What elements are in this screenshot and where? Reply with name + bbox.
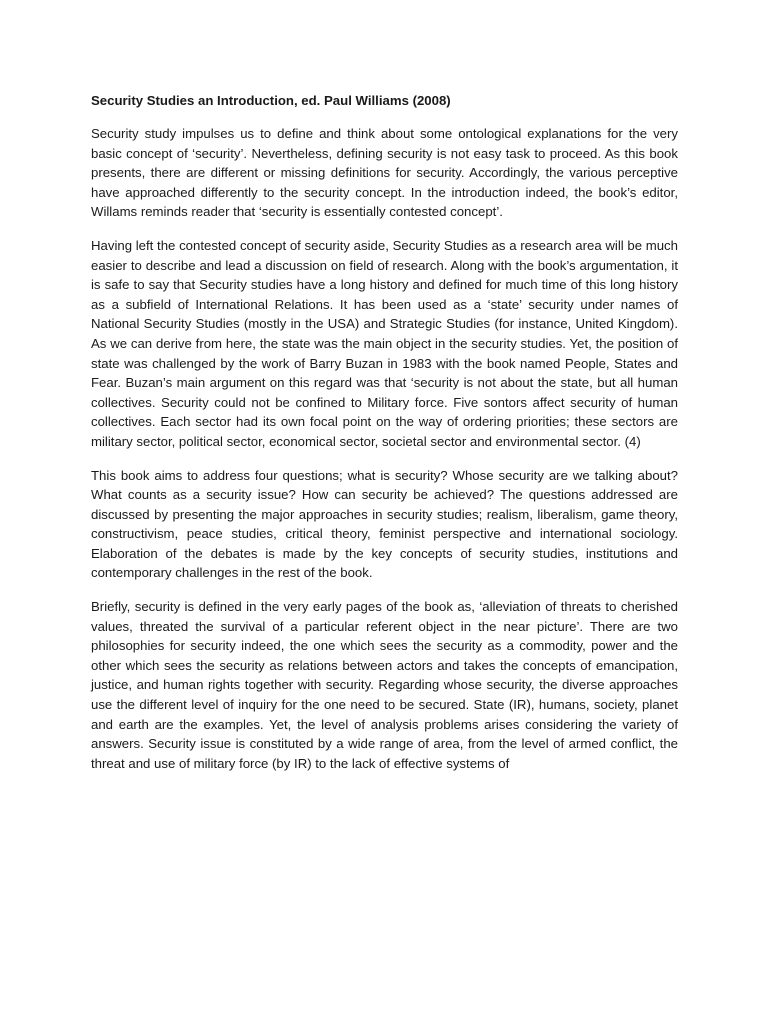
paragraph-4: Briefly, security is defined in the very early pages of the book as, ‘alleviation of threats to cherished values, threated the survival of a particular referent object in the near picture’. There are two philosophies for security indeed, the one which sees the security as a commodity, power and the other which sees the security as relations between actors and takes the concepts of emancipation, justice, and human rights together with security. Regarding whose security, the diverse approaches use the different level of inquiry for the one need to be secured. State (IR), humans, society, planet and earth are the examples. Yet, the level of analysis problems arises considering the variety of answers. Security issue is constituted by a wide range of area, from the level of armed conflict, the threat and use of military force (by IR) to the lack of effective systems of [91,599,678,771]
document-page [91,91,678,787]
paragraph-2: Having left the contested concept of security aside, Security Studies as a research area will be much easier to describe and lead a discussion on field of research. Along with the book’s argumentation, it is safe to say that Security studies have a long history and defined for much time of this long history as a subfield of International Relations. It has been used as a ‘state’ security under names of National Security Studies (mostly in the USA) and Strategic Studies (for instance, United Kingdom). As we can derive from here, the state was the main object in the security studies. Yet, the position of state was challenged by the work of Barry Buzan in 1983 with the book named People, States and Fear. Buzan’s main argument on this regard was that ‘security is not about the state, but all human collectives. Security could not be confined to Military force. Five sontors affect security of human collectives. Each sector had its own focal point on the way of ordering priorities; these sectors are military sector, political sector, economical sector, societal sector and environmental sector. (4) [91,237,678,449]
paragraph-3: This book aims to address four questions; what is security? Whose security are we talking about? What counts as a security issue? How can security be achieved? The questions addressed are discussed by presenting the major approaches in security studies; realism, liberalism, game theory, constructivism, peace studies, critical theory, feminist perspective and international sociology. Elaboration of the debates is made by the key concepts of security studies, institutions and contemporary challenges in the rest of the book. [91,467,678,581]
document-title: Security Studies an Introduction, ed. Paul Williams (2008) [91,93,451,108]
paragraph-1: Security study impulses us to define and think about some ontological explanations for the very basic concept of ‘security’. Nevertheless, defining security is not easy task to proceed. As this book presents, there are different or missing definitions for security. Accordingly, the various perceptive have approached differently to the security concept. In the introduction indeed, the book’s editor, Willams reminds reader that ‘security is essentially contested concept’. [91,126,678,220]
